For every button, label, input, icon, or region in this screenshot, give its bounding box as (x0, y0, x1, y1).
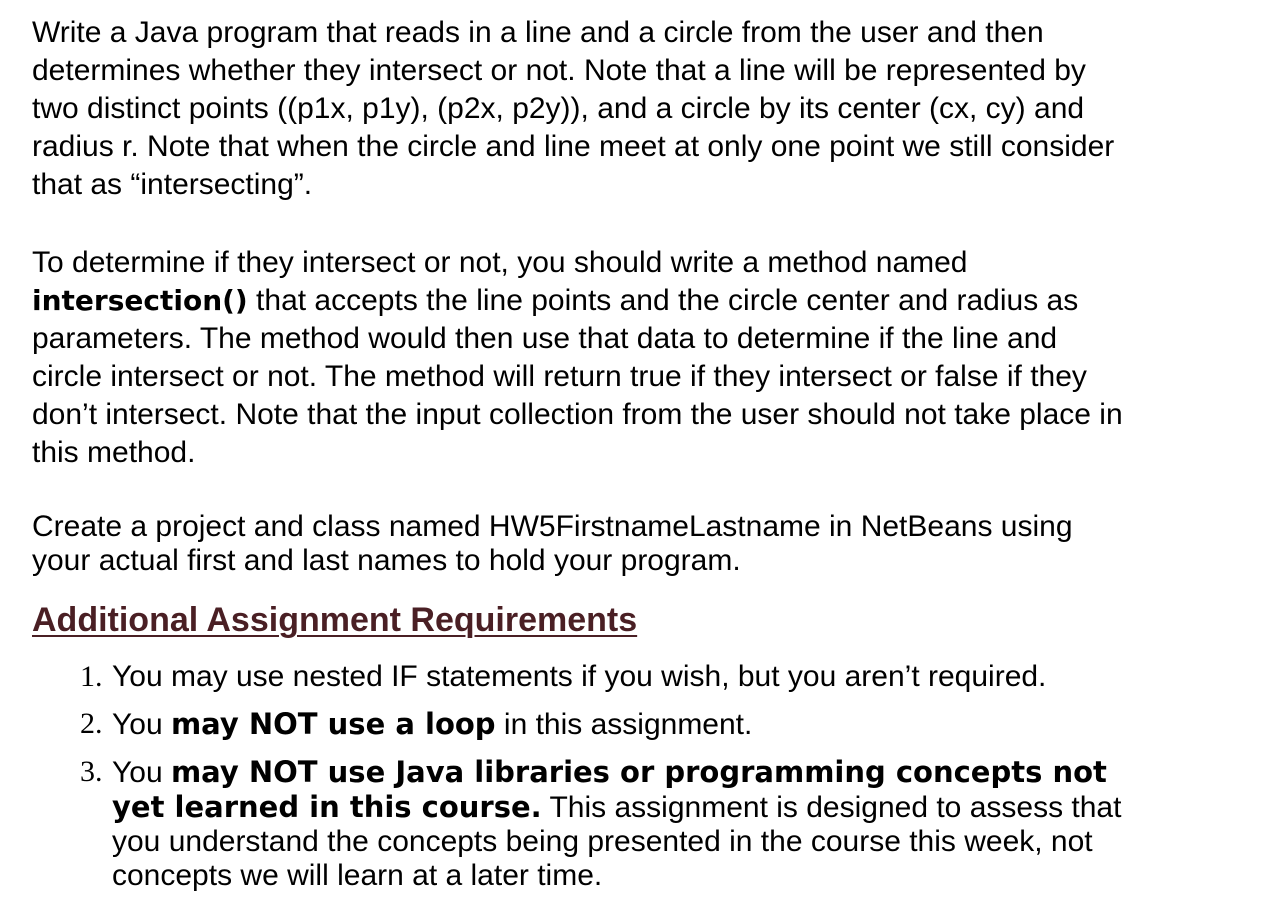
requirement-lead-3: You (112, 756, 171, 789)
requirement-number-2: 2. (80, 707, 103, 740)
assignment-document (32, 14, 1132, 906)
requirement-rest-2: in this assignment. (495, 708, 753, 741)
requirement-lead-2: You (112, 708, 171, 741)
intro-paragraph: Write a Java program that reads in a line and a circle from the user and then determines whether they intersect or not. Note that a line will be represented by two distinct points ((p1x, p1y), (p2x, p2y)), and a circle by its center (cx, cy) and radius r. Note that when the circle and line meet at only one point we still consider that as “intersecting”. (32, 16, 1115, 201)
requirements-heading: Additional Assignment Requirements (32, 601, 638, 639)
requirement-rest-3: This assignment is designed to assess that you understand the concepts being presented in the course this week, not concepts we will learn at a later time. (112, 791, 1122, 892)
method-paragraph-lead: To determine if they intersect or not, you should write a method named (32, 246, 968, 279)
requirement-number-3: 3. (80, 755, 103, 788)
requirement-number-1: 1. (80, 660, 103, 693)
requirement-emphasis-2: may NOT use a loop (170, 707, 496, 741)
requirement-item-2 (32, 707, 1132, 742)
requirement-text-1: You may use nested IF statements if you wish, but you aren’t required. (112, 660, 1047, 693)
method-paragraph-rest: that accepts the line points and the circle center and radius as parameters. The method would then use that data to determine if the line and circle intersect or not. The method will return true if they intersect or false if they don’t intersect. Note that the input collection from the user should not take place in this method. (32, 284, 1123, 469)
requirement-emphasis-3: may NOT use Java libraries or programming concepts not yet learned in this course. (112, 755, 1107, 824)
requirement-item-3 (32, 755, 1132, 893)
method-paragraph (32, 244, 1132, 472)
requirements-list (32, 660, 1132, 893)
method-name: intersection() (32, 284, 248, 317)
requirement-item-1 (32, 660, 1132, 694)
project-paragraph: Create a project and class named HW5FirstnameLastname in NetBeans using your actual first and last names to hold your program. (32, 510, 1073, 577)
